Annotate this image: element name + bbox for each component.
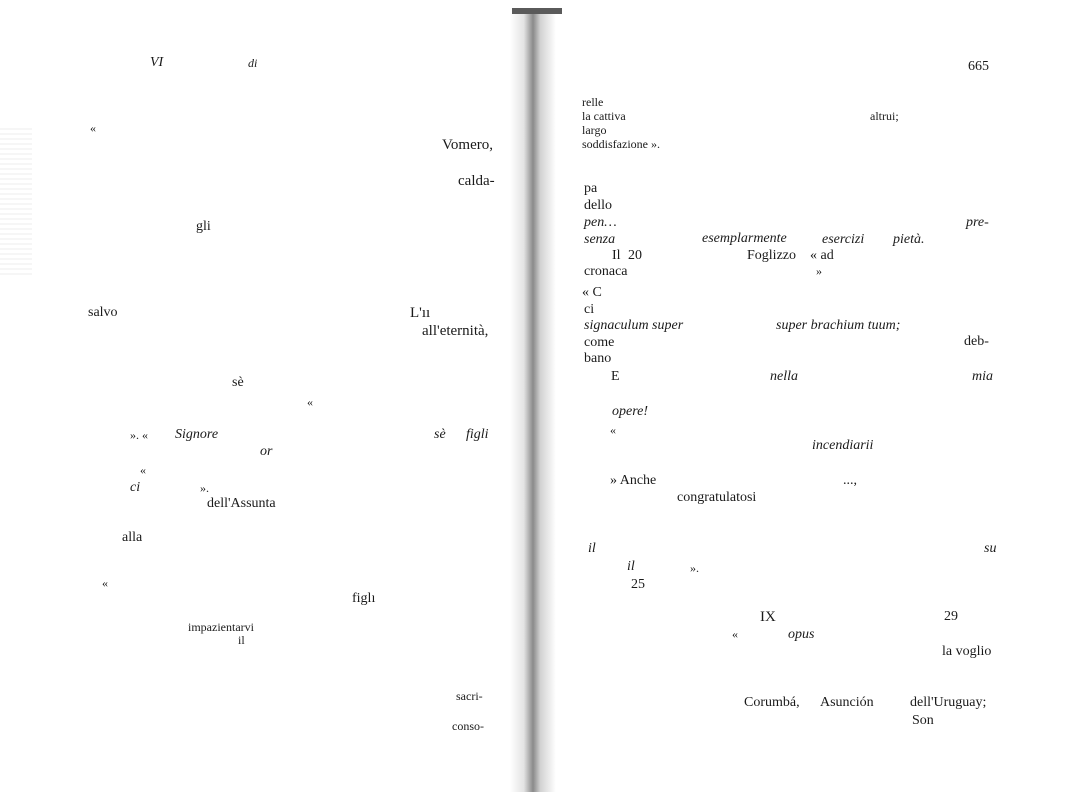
left-text-fragment: sè (232, 375, 244, 390)
right-text-fragment: incendiarii (812, 438, 874, 453)
right-text-fragment: dell'Uruguay; (910, 695, 987, 710)
right-text-fragment: « ad (810, 248, 834, 263)
right-text-fragment: esemplarmente (702, 231, 787, 246)
left-text-fragment: figli (466, 427, 489, 442)
left-text-fragment: figlı (352, 591, 376, 606)
right-text-fragment: opere! (612, 404, 649, 419)
left-text-fragment: gli (196, 219, 211, 234)
right-text-fragment: pre- (966, 215, 989, 230)
left-text-fragment: L'ıı (410, 305, 431, 321)
right-text-fragment: deb- (964, 334, 989, 349)
left-text-fragment: sè (434, 427, 446, 442)
right-text-fragment: relle (582, 95, 604, 109)
left-text-fragment: calda- (458, 173, 495, 189)
right-text-fragment: su (984, 541, 997, 556)
right-text-fragment: nella (770, 369, 798, 384)
right-text-fragment: Foglizzo (747, 248, 796, 263)
right-text-fragment: largo (582, 123, 607, 137)
left-text-fragment: « (90, 121, 96, 135)
left-text-fragment: Vomero, (442, 137, 493, 153)
page-number: 665 (968, 59, 989, 74)
scan-speckle (0, 128, 32, 278)
left-text-fragment: impazientarvi (188, 620, 254, 634)
left-text-fragment: salvo (88, 305, 118, 320)
right-text-fragment: « C (582, 285, 602, 300)
right-text-fragment: la voglio (942, 644, 992, 659)
right-text-fragment: Asunción (820, 695, 874, 710)
right-text-fragment: bano (584, 351, 612, 366)
left-text-fragment: « (307, 395, 313, 409)
right-text-fragment: E (611, 369, 620, 384)
left-header-word: di (248, 56, 258, 70)
right-text-fragment: ci (584, 302, 595, 317)
right-text-fragment: il (627, 559, 635, 574)
right-text-fragment: « (732, 627, 738, 641)
left-text-fragment: Signore (175, 427, 219, 442)
right-text-fragment: senza (584, 232, 616, 247)
left-header-number: VI (150, 55, 164, 70)
right-text-fragment: ..., (843, 473, 857, 488)
left-text-fragment: or (260, 444, 273, 459)
right-text-fragment: altrui; (870, 109, 899, 123)
right-text-fragment: soddisfazione ». (582, 137, 660, 151)
right-text-fragment: dello (584, 198, 612, 213)
right-text-fragment: signaculum super (584, 318, 684, 333)
right-text-fragment: » Anche (610, 473, 657, 488)
right-text-fragment: opus (788, 627, 815, 642)
right-text-fragment: pa (584, 181, 598, 196)
right-text-fragment: mia (972, 369, 993, 384)
right-text-fragment: congratulatosi (677, 490, 757, 505)
left-text-fragment: ». « (130, 428, 148, 442)
right-text-fragment: 29 (944, 609, 958, 624)
left-text-fragment: alla (122, 530, 143, 545)
right-text-fragment: ». (690, 561, 699, 575)
right-text-fragment: cronaca (584, 264, 628, 279)
right-text-fragment: la cattiva (582, 109, 626, 123)
right-text-fragment: pietà. (893, 232, 925, 247)
right-text-fragment: il (588, 541, 596, 556)
right-text-fragment: « (610, 423, 616, 437)
right-text-fragment: » (816, 264, 822, 278)
left-text-fragment: « (140, 463, 146, 477)
left-text-fragment: ci (130, 480, 141, 495)
left-text-fragment: ». (200, 481, 209, 495)
left-text-fragment: dell'Assunta (207, 496, 276, 511)
right-text-fragment: Il (612, 248, 621, 263)
left-text-fragment: « (102, 576, 108, 590)
gutter-edge (512, 8, 562, 14)
right-text-fragment: 25 (631, 577, 645, 592)
left-text-fragment: il (238, 633, 245, 647)
left-text-fragment: conso- (452, 719, 484, 733)
right-text-fragment: 20 (628, 248, 642, 263)
right-text-fragment: Corumbá, (744, 695, 800, 710)
right-text-fragment: Son (912, 713, 934, 728)
left-text-fragment: all'eternità, (422, 323, 489, 339)
book-gutter (510, 8, 556, 792)
right-text-fragment: come (584, 335, 615, 350)
right-text-fragment: pen… (584, 215, 617, 230)
right-text-fragment: IX (760, 609, 776, 625)
right-text-fragment: super brachium tuum; (776, 318, 901, 333)
left-text-fragment: sacri- (456, 689, 483, 703)
right-text-fragment: esercizi (822, 232, 865, 247)
